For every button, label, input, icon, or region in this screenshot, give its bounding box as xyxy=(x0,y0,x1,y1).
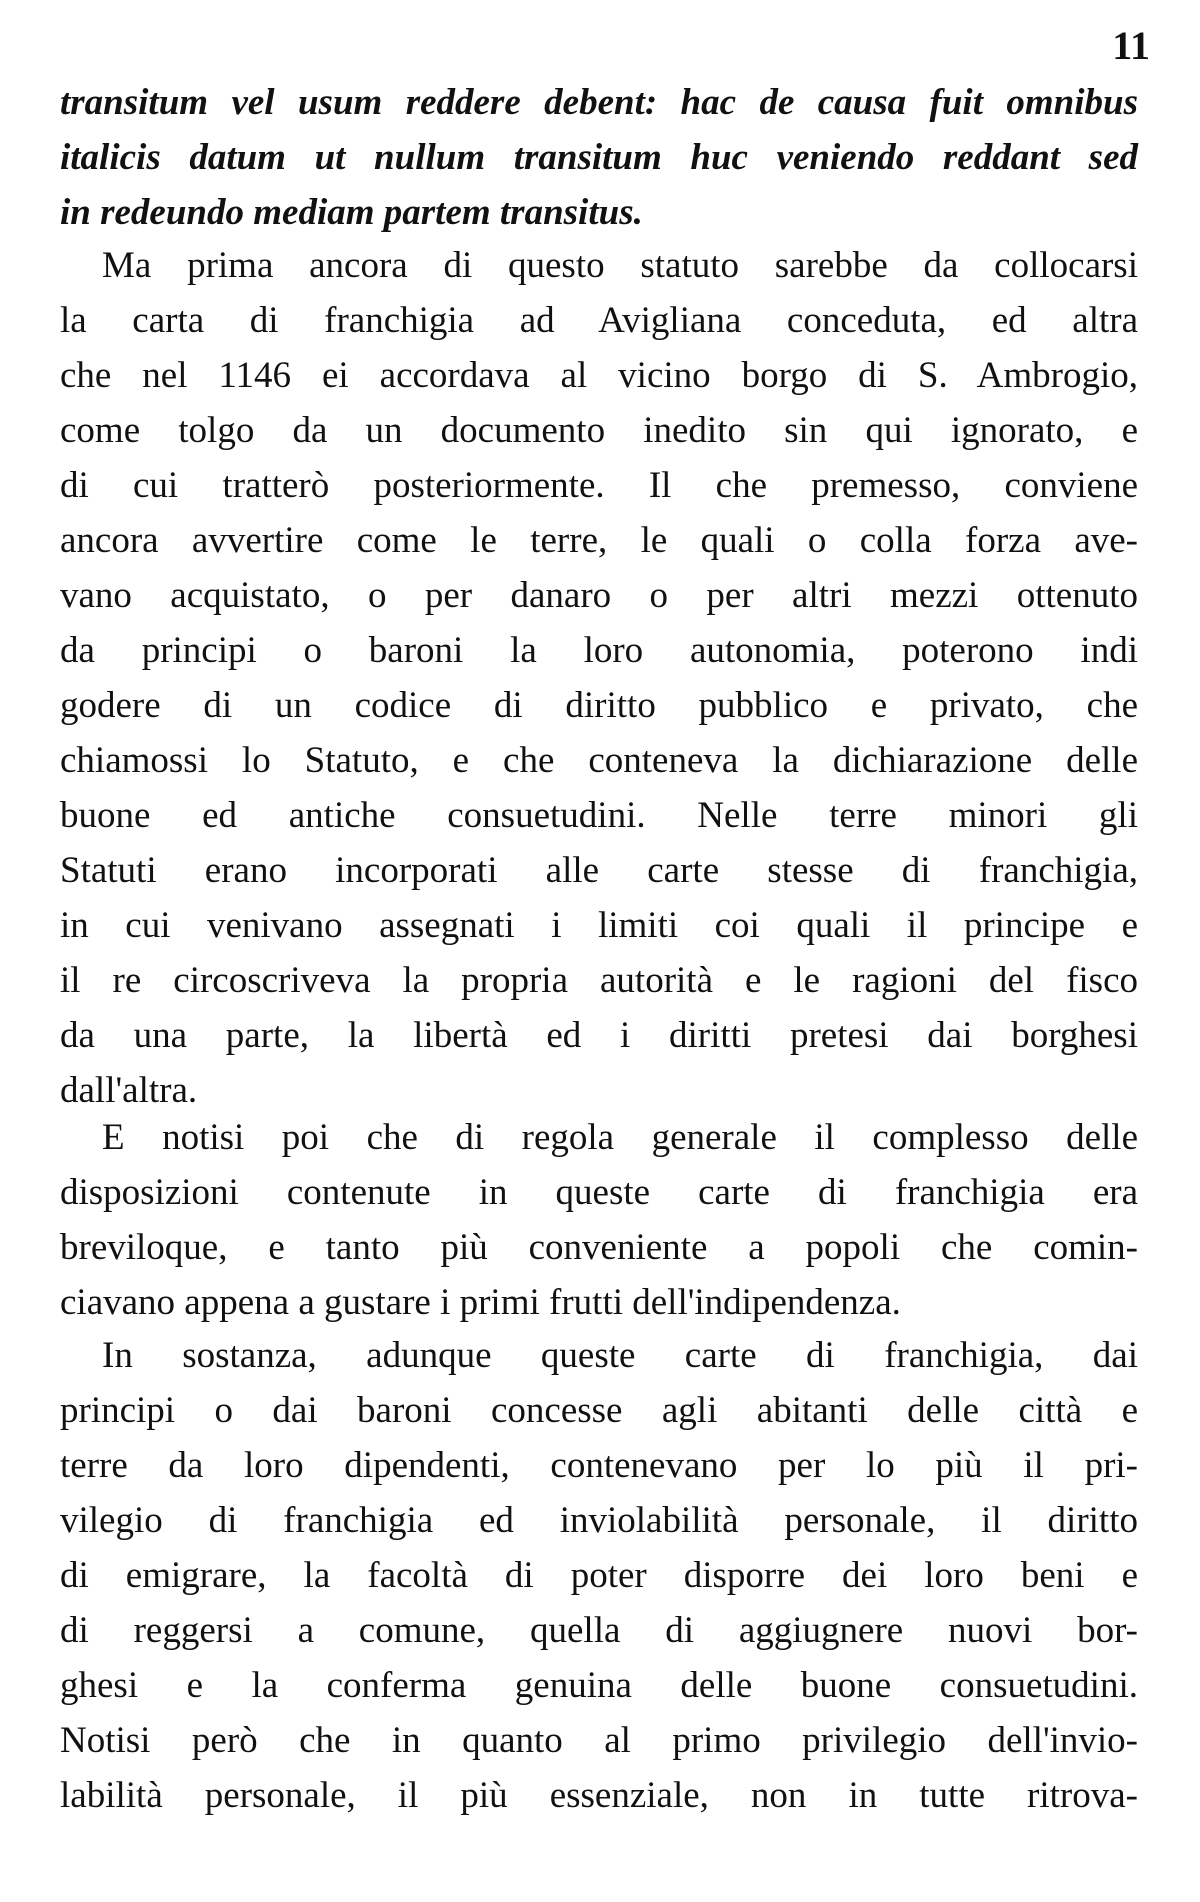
text-line: vilegio di franchigia ed inviolabilità personale, il diritto xyxy=(60,1500,1138,1541)
text-line: che nel 1146 ei accordava al vicino borgo di S. Ambrogio, xyxy=(60,355,1138,396)
text-line: ciavano appena a gustare i primi frutti dell'indipendenza. xyxy=(60,1282,901,1323)
text-line: Statuti erano incorporati alle carte stesse di franchigia, xyxy=(60,850,1138,891)
text-line: E notisi poi che di regola generale il complesso delle xyxy=(102,1117,1138,1158)
page-number: 11 xyxy=(1112,23,1150,68)
text-line: breviloque, e tanto più conveniente a popoli che comin- xyxy=(60,1227,1138,1268)
text-line: di reggersi a comune, quella di aggiugnere nuovi bor- xyxy=(60,1610,1138,1651)
paragraph-3 xyxy=(60,1328,1138,1823)
italic-passage xyxy=(60,75,1138,240)
text-line: ancora avvertire come le terre, le quali o colla forza ave- xyxy=(60,520,1138,561)
paragraph-2 xyxy=(60,1110,1138,1330)
text-line: In sostanza, adunque queste carte di franchigia, dai xyxy=(102,1335,1138,1376)
text-line: ghesi e la conferma genuina delle buone consuetudini. xyxy=(60,1665,1138,1706)
text-line: come tolgo da un documento inedito sin qui ignorato, e xyxy=(60,410,1138,451)
text-line: Notisi però che in quanto al primo privilegio dell'invio- xyxy=(60,1720,1138,1761)
text-line: buone ed antiche consuetudini. Nelle terre minori gli xyxy=(60,795,1138,836)
text-line: dall'altra. xyxy=(60,1070,198,1111)
text-line: vano acquistato, o per danaro o per altri mezzi ottenuto xyxy=(60,575,1138,616)
text-line: godere di un codice di diritto pubblico e privato, che xyxy=(60,685,1138,726)
text-line: da una parte, la libertà ed i diritti pretesi dai borghesi xyxy=(60,1015,1138,1056)
text-line: labilità personale, il più essenziale, non in tutte ritrova- xyxy=(60,1775,1138,1816)
text-line: in cui venivano assegnati i limiti coi quali il principe e xyxy=(60,905,1138,946)
text-line: il re circoscriveva la propria autorità e le ragioni del fisco xyxy=(60,960,1138,1001)
text-line: principi o dai baroni concesse agli abitanti delle città e xyxy=(60,1390,1138,1431)
text-line: terre da loro dipendenti, contenevano per lo più il pri- xyxy=(60,1445,1138,1486)
text-line: chiamossi lo Statuto, e che conteneva la dichiarazione delle xyxy=(60,740,1138,781)
text-line: disposizioni contenute in queste carte di franchigia era xyxy=(60,1172,1138,1213)
text-line: da principi o baroni la loro autonomia, poterono indi xyxy=(60,630,1138,671)
text-line: di cui tratterò posteriormente. Il che premesso, conviene xyxy=(60,465,1138,506)
text-line: di emigrare, la facoltà di poter disporre dei loro beni e xyxy=(60,1555,1138,1596)
italic-line: in redeundo mediam partem transitus. xyxy=(60,192,643,233)
text-line: la carta di franchigia ad Avigliana conceduta, ed altra xyxy=(60,300,1138,341)
text-line: Ma prima ancora di questo statuto sarebbe da collocarsi xyxy=(102,245,1138,286)
italic-line: italicis datum ut nullum transitum huc veniendo reddant sed xyxy=(60,137,1138,178)
paragraph-1 xyxy=(60,238,1138,1118)
italic-line: transitum vel usum reddere debent: hac de causa fuit omnibus xyxy=(60,82,1138,123)
